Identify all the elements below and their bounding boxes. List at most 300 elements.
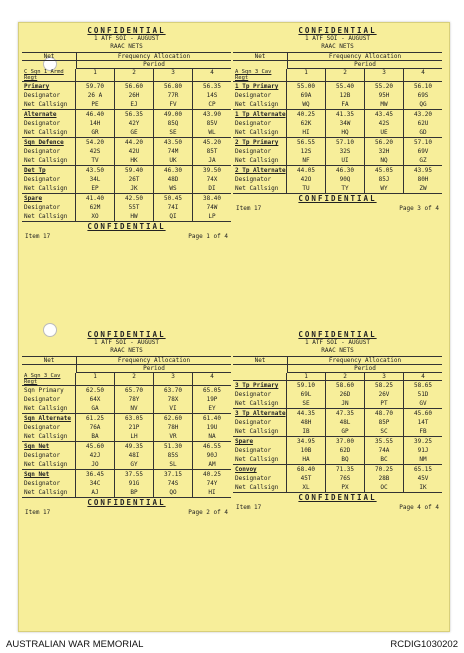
row-label: Designator	[22, 451, 76, 460]
table-cell: 61.25	[76, 414, 115, 423]
table-cell: 74W	[206, 204, 218, 211]
table-cell: 91J	[417, 447, 429, 454]
table-cell: SL	[154, 460, 193, 469]
table-cell: 51.30	[154, 442, 193, 451]
period-number: 1	[76, 373, 115, 385]
row-label: Net Callsign	[22, 100, 76, 109]
classification-header: CONFIDENTIAL	[87, 26, 166, 35]
table-row	[22, 166, 231, 175]
net-group	[233, 437, 442, 465]
period-row	[22, 365, 231, 373]
nets-subtitle: RAAC NETS	[110, 43, 143, 50]
period-number: 4	[210, 69, 214, 76]
period-number: 4	[421, 373, 425, 380]
row-label: Designator	[22, 395, 76, 404]
table-row	[233, 138, 442, 147]
table-cell: 45.60	[76, 442, 115, 451]
table-row	[22, 82, 231, 91]
table-cell: 74M	[154, 147, 193, 156]
row-label: Net Callsign	[233, 427, 287, 436]
table-cell: 58.60	[326, 381, 365, 390]
table-cell: 34L	[76, 175, 115, 184]
table-cell: AJ	[76, 488, 115, 497]
period-number: 3	[365, 69, 404, 81]
row-label: Alternate	[22, 110, 76, 119]
table-cell: 43.50	[76, 166, 115, 175]
table-row	[233, 437, 442, 446]
table-cell: 85V	[206, 120, 218, 127]
table-row	[22, 184, 231, 193]
page-footer	[22, 509, 231, 516]
period-number: 3	[365, 373, 404, 380]
table-row	[233, 82, 442, 91]
table-cell: 56.20	[365, 138, 404, 147]
table-cell: 78Y	[115, 395, 154, 404]
table-row	[22, 460, 231, 469]
table-cell: 12S	[287, 147, 326, 156]
row-label: Spare	[233, 437, 287, 446]
table-cell: QG	[419, 101, 427, 108]
table-cell: PT	[365, 399, 404, 408]
table-row	[22, 488, 231, 497]
row-label: Designator	[22, 175, 76, 184]
table-row	[22, 100, 231, 109]
table-cell: 45.05	[365, 166, 404, 175]
table-cell: 44.20	[115, 138, 154, 147]
soi-title: 1 ATF SOI - AUGUST	[304, 339, 371, 346]
row-label: Sqn Primary	[22, 386, 76, 395]
table-cell: LH	[115, 432, 154, 441]
row-label: Designator	[22, 147, 76, 156]
table-cell: 54.20	[76, 138, 115, 147]
table-cell: EP	[76, 184, 115, 193]
table-row	[22, 110, 231, 119]
period-columns	[233, 373, 442, 381]
table-cell: 45.20	[202, 139, 222, 146]
table-cell: 80H	[417, 176, 429, 183]
table-cell: NV	[115, 404, 154, 413]
table-cell: 90Q	[326, 175, 365, 184]
table-cell: 10B	[287, 446, 326, 455]
table-header	[22, 356, 231, 365]
period-columns	[22, 69, 231, 82]
table-cell: 74X	[206, 176, 218, 183]
table-cell: 47.35	[326, 409, 365, 418]
schedule-quadrant	[22, 330, 231, 622]
table-cell: 51D	[417, 391, 429, 398]
table-cell: 42U	[115, 147, 154, 156]
row-label: Designator	[233, 474, 287, 483]
table-row	[22, 175, 231, 184]
table-cell: NQ	[365, 156, 404, 165]
period-header: Period	[288, 365, 442, 373]
table-cell: 12B	[326, 91, 365, 100]
classification-header: CONFIDENTIAL	[87, 330, 166, 339]
period-number: 2	[115, 373, 154, 385]
row-label: Designator	[22, 203, 76, 212]
soi-title: 1 ATF SOI - AUGUST	[93, 339, 160, 346]
soi-title: 1 ATF SOI - AUGUST	[93, 35, 160, 42]
table-row	[233, 119, 442, 128]
table-cell: 21P	[115, 423, 154, 432]
table-row	[22, 203, 231, 212]
table-row	[233, 147, 442, 156]
row-label: Designator	[22, 423, 76, 432]
table-header	[233, 52, 442, 61]
table-cell: 69V	[417, 148, 429, 155]
table-cell: QI	[154, 212, 193, 221]
table-cell: 74Y	[206, 480, 218, 487]
table-cell: GE	[115, 128, 154, 137]
table-cell: 59.10	[287, 381, 326, 390]
table-row	[233, 91, 442, 100]
table-cell: 74S	[154, 479, 193, 488]
table-cell: 48D	[154, 175, 193, 184]
table-cell: 55.40	[326, 82, 365, 91]
row-label: Designator	[22, 91, 76, 100]
page-footer	[22, 233, 231, 240]
period-number: 1	[287, 69, 326, 81]
table-cell: 56.10	[413, 83, 433, 90]
table-row	[22, 91, 231, 100]
table-cell: 43.90	[202, 111, 222, 118]
row-label: Sqn Defence	[22, 138, 76, 147]
table-cell: 59.40	[115, 166, 154, 175]
table-row	[233, 409, 442, 418]
table-cell: 65.15	[413, 466, 433, 473]
net-group	[233, 110, 442, 138]
table-cell: FA	[326, 100, 365, 109]
net-group	[233, 82, 442, 110]
table-row	[22, 147, 231, 156]
table-cell: 59.70	[76, 82, 115, 91]
table-cell: 68.40	[287, 465, 326, 474]
table-cell: 41.40	[76, 194, 115, 203]
table-cell: XO	[76, 212, 115, 221]
table-cell: 43.95	[413, 167, 433, 174]
table-cell: 48.70	[365, 409, 404, 418]
table-cell: GP	[326, 427, 365, 436]
row-label: Net Callsign	[233, 184, 287, 193]
table-row	[22, 404, 231, 413]
table-cell: WL	[208, 129, 216, 136]
table-cell: 62U	[417, 120, 429, 127]
table-header	[22, 52, 231, 61]
table-row	[22, 212, 231, 221]
table-cell: 63.70	[154, 386, 193, 395]
table-cell: JK	[115, 184, 154, 193]
row-label: Net Callsign	[22, 488, 76, 497]
row-label: Net Callsign	[233, 100, 287, 109]
net-column-header: Net	[22, 357, 77, 364]
archive-caption-bar	[0, 636, 464, 653]
classification-footer: CONFIDENTIAL	[298, 194, 377, 203]
table-row	[22, 194, 231, 203]
table-cell: QO	[154, 488, 193, 497]
table-cell: 62D	[326, 446, 365, 455]
row-label: Net Callsign	[233, 399, 287, 408]
net-column-header: Net	[233, 357, 288, 364]
row-label: Spare	[22, 194, 76, 203]
table-cell: WY	[365, 184, 404, 193]
table-cell: GD	[419, 129, 427, 136]
table-cell: 85S	[154, 451, 193, 460]
table-cell: 71.35	[326, 465, 365, 474]
table-cell: 14H	[76, 119, 115, 128]
table-cell: HW	[115, 212, 154, 221]
table-cell: IB	[287, 427, 326, 436]
net-group	[22, 194, 231, 222]
table-cell: HI	[208, 489, 216, 496]
table-cell: 45.60	[413, 410, 433, 417]
table-row	[22, 414, 231, 423]
table-cell: 69L	[287, 390, 326, 399]
table-cell: 56.35	[115, 110, 154, 119]
table-cell: BC	[365, 455, 404, 464]
row-label: Net Callsign	[22, 460, 76, 469]
table-cell: 49.35	[115, 442, 154, 451]
table-cell: 28B	[365, 474, 404, 483]
table-cell: 34W	[326, 119, 365, 128]
unit-label	[233, 373, 287, 380]
row-label: Designator	[233, 390, 287, 399]
table-cell: 40.25	[287, 110, 326, 119]
table-cell: 26V	[365, 390, 404, 399]
table-cell: 62.50	[76, 386, 115, 395]
table-cell: 37.55	[115, 470, 154, 479]
net-column-header: Net	[233, 53, 288, 60]
archive-name: AUSTRALIAN WAR MEMORIAL	[6, 639, 144, 650]
item-number: Item 17	[25, 509, 51, 516]
page-footer	[233, 205, 442, 212]
table-cell: HK	[115, 156, 154, 165]
table-cell: GV	[419, 400, 427, 407]
table-row	[22, 442, 231, 451]
period-header: Period	[77, 61, 231, 69]
period-number: 1	[76, 69, 115, 81]
table-cell: BA	[76, 432, 115, 441]
table-cell: 45T	[287, 474, 326, 483]
row-label: Sqn Alternate	[22, 414, 76, 423]
table-cell: 45V	[417, 475, 429, 482]
table-cell: 77R	[154, 91, 193, 100]
table-cell: 40.25	[202, 471, 222, 478]
period-number: 4	[421, 69, 425, 76]
table-row	[233, 427, 442, 436]
row-label: 1 Tp Alternate	[235, 111, 286, 118]
page-number: Page 2 of 4	[188, 509, 228, 516]
table-cell: 42S	[76, 147, 115, 156]
table-cell: 38.40	[202, 195, 222, 202]
table-cell: 26T	[115, 175, 154, 184]
net-group	[22, 110, 231, 138]
row-label: Det Tp	[22, 166, 76, 175]
table-row	[22, 138, 231, 147]
unit-label: C Sqn 1 Armd Regt	[22, 69, 76, 81]
table-cell: 19P	[206, 396, 218, 403]
table-cell: TY	[326, 184, 365, 193]
table-cell: VI	[154, 404, 193, 413]
table-cell: 43.45	[365, 110, 404, 119]
table-cell: WS	[154, 184, 193, 193]
table-cell: 34C	[76, 479, 115, 488]
table-cell: LP	[208, 213, 216, 220]
soi-title: 1 ATF SOI - AUGUST	[304, 35, 371, 42]
table-row	[233, 390, 442, 399]
table-cell: 57.10	[413, 139, 433, 146]
period-row	[233, 365, 442, 373]
row-label: Net Callsign	[233, 128, 287, 137]
table-cell: JO	[76, 460, 115, 469]
table-cell: 19U	[206, 424, 218, 431]
period-header: Period	[288, 61, 442, 69]
table-cell: 49.00	[154, 110, 193, 119]
archive-id: RCDIG1030202	[390, 639, 458, 650]
table-row	[233, 381, 442, 390]
item-number: Item 17	[25, 233, 51, 240]
row-label: Net Callsign	[233, 483, 287, 492]
net-group	[233, 409, 442, 437]
unit-label: A Sqn 3 Cav Regt	[233, 69, 287, 81]
table-cell: 34.95	[287, 437, 326, 446]
net-column-header: Net	[22, 53, 77, 60]
table-row	[233, 175, 442, 184]
table-cell: ZW	[419, 185, 427, 192]
table-cell: 36.45	[76, 470, 115, 479]
table-cell: 95H	[365, 91, 404, 100]
table-cell: 69A	[287, 91, 326, 100]
nets-subtitle: RAAC NETS	[110, 347, 143, 354]
frequency-header: Frequency Allocation	[328, 53, 402, 60]
table-cell: 42Y	[115, 119, 154, 128]
table-row	[233, 446, 442, 455]
table-cell: 57.10	[326, 138, 365, 147]
table-row	[233, 156, 442, 165]
net-group	[233, 138, 442, 166]
table-cell: 43.50	[154, 138, 193, 147]
table-cell: GA	[76, 404, 115, 413]
table-cell: 70.25	[365, 465, 404, 474]
net-group	[22, 166, 231, 194]
table-cell: HQ	[326, 128, 365, 137]
table-cell: 46.40	[76, 110, 115, 119]
table-cell: FB	[419, 428, 427, 435]
table-cell: 46.55	[202, 443, 222, 450]
net-group	[233, 465, 442, 493]
page-number: Page 4 of 4	[399, 504, 439, 511]
period-number: 2	[326, 69, 365, 81]
table-cell: 32S	[326, 147, 365, 156]
period-number: 1	[287, 373, 326, 380]
table-cell: 65.70	[115, 386, 154, 395]
item-number: Item 17	[236, 504, 262, 511]
period-header: Period	[77, 365, 231, 373]
table-cell: 64X	[76, 395, 115, 404]
table-cell: 74A	[365, 446, 404, 455]
unit-label: A Sqn 3 Cav Regt	[22, 373, 76, 385]
row-label: Net Callsign	[233, 455, 287, 464]
row-label: Sqn Net	[22, 442, 76, 451]
row-label: Sqn Net	[22, 470, 76, 479]
net-group	[233, 166, 442, 194]
table-cell: BQ	[326, 455, 365, 464]
row-label: Designator	[233, 418, 287, 427]
row-label: Designator	[233, 119, 287, 128]
table-row	[233, 184, 442, 193]
net-group	[22, 442, 231, 470]
table-cell: 48H	[287, 418, 326, 427]
table-cell: 61.40	[202, 415, 222, 422]
net-group	[22, 414, 231, 442]
row-label: 2 Tp Alternate	[235, 167, 286, 174]
table-cell: AM	[208, 461, 216, 468]
net-group	[22, 82, 231, 110]
table-cell: 78X	[154, 395, 193, 404]
row-label: Net Callsign	[22, 156, 76, 165]
row-label: Designator	[233, 91, 287, 100]
document-sheet	[18, 22, 450, 632]
table-cell: 39.50	[202, 167, 222, 174]
table-cell: UI	[326, 156, 365, 165]
table-cell: 37.15	[154, 470, 193, 479]
table-row	[22, 395, 231, 404]
table-cell: 55.00	[287, 82, 326, 91]
table-row	[22, 119, 231, 128]
period-number: 4	[210, 373, 214, 380]
table-cell: 48I	[115, 451, 154, 460]
table-cell: 46.30	[154, 166, 193, 175]
period-number: 2	[326, 373, 365, 380]
table-row	[22, 432, 231, 441]
table-row	[233, 110, 442, 119]
table-row	[233, 399, 442, 408]
schedule-quadrant	[233, 330, 442, 622]
table-cell: 55.20	[365, 82, 404, 91]
table-cell: 90J	[206, 452, 218, 459]
period-row	[22, 61, 231, 69]
table-cell: SC	[365, 427, 404, 436]
table-cell: EJ	[115, 100, 154, 109]
table-cell: 32H	[365, 147, 404, 156]
page-number: Page 3 of 4	[399, 205, 439, 212]
table-cell: UK	[154, 156, 193, 165]
table-cell: 85Q	[154, 119, 193, 128]
row-label: Designator	[22, 479, 76, 488]
table-cell: 37.00	[326, 437, 365, 446]
table-cell: TU	[287, 184, 326, 193]
table-cell: DI	[208, 185, 216, 192]
row-label: Primary	[22, 82, 76, 91]
row-label: 1 Tp Primary	[233, 82, 287, 91]
table-cell: CP	[208, 101, 216, 108]
table-row	[233, 455, 442, 464]
table-cell: 56.80	[154, 82, 193, 91]
row-label: Convoy	[233, 465, 287, 474]
table-cell: 91G	[115, 479, 154, 488]
table-cell: 62.60	[154, 414, 193, 423]
table-row	[233, 166, 442, 175]
table-cell: NM	[419, 456, 427, 463]
table-cell: HI	[287, 128, 326, 137]
table-cell: 26D	[326, 390, 365, 399]
row-label: 3 Tp Primary	[233, 381, 287, 390]
table-cell: NF	[287, 156, 326, 165]
net-group	[22, 470, 231, 498]
row-label: 2 Tp Primary	[233, 138, 287, 147]
table-cell: 42J	[76, 451, 115, 460]
table-cell: 26H	[115, 91, 154, 100]
frequency-header: Frequency Allocation	[328, 357, 402, 364]
